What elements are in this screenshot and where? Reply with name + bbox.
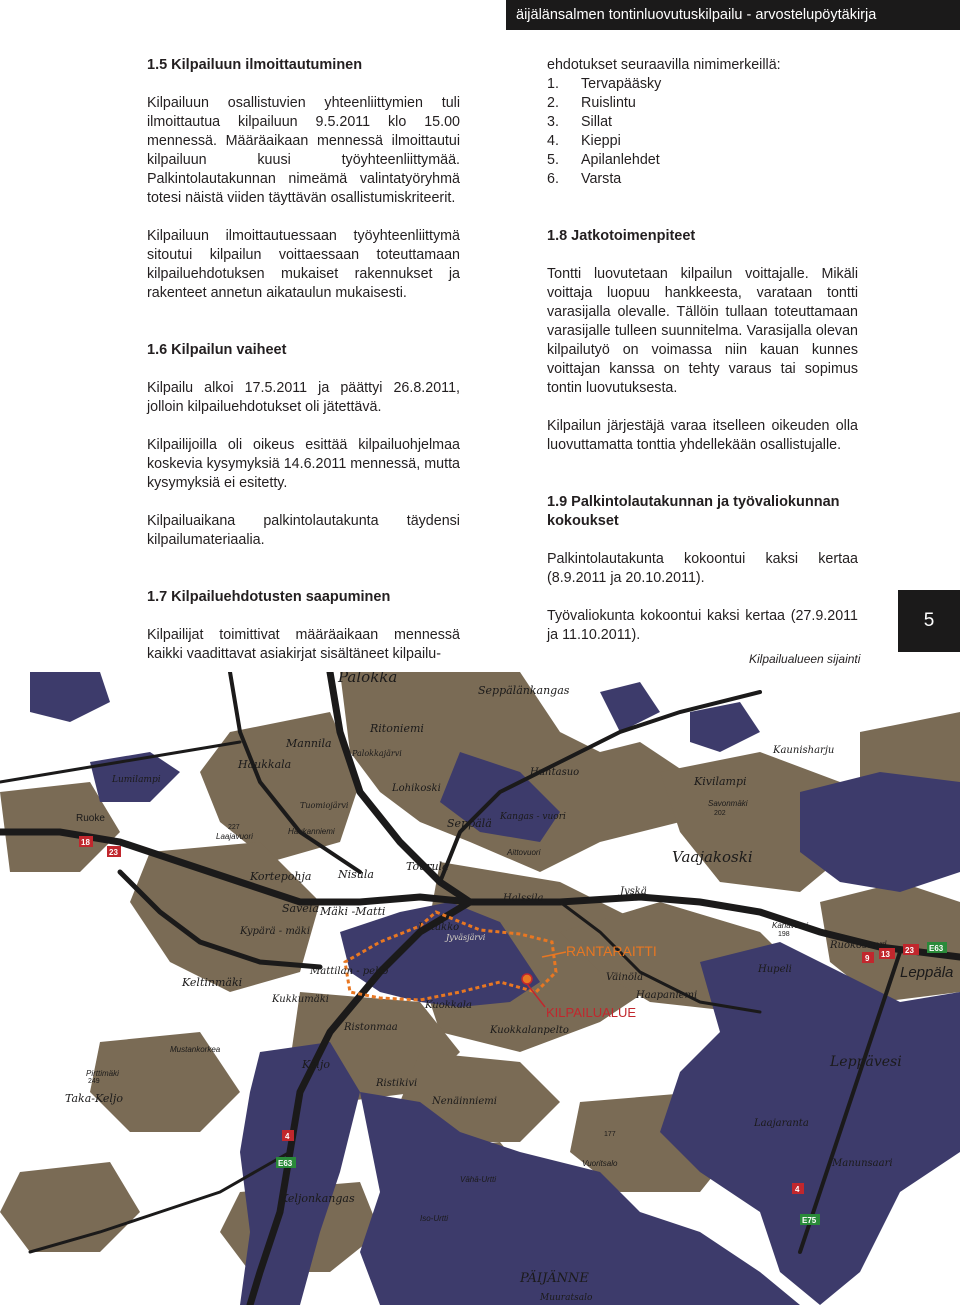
elevation-label: 249 (88, 1078, 100, 1085)
paragraph: Kilpailuun osallistuvien yhteenliittymien tuli ilmoittautua kilpailuun 9.5.2011 klo 15.00 mennessä. Määräaikaan mennessä ilmoittautui kilpailuun kuusi työyhteenliittymää. Palkintolautakunnan nimeämä valintatyöryhmä totesi näistä viiden täyttävän osallistumiskriteerit. (147, 95, 460, 206)
place-label: Kangas - vuori (500, 812, 566, 822)
section-heading-1-6: 1.6 Kilpailun vaiheet (147, 342, 287, 358)
place-label: Ruokosaari (830, 940, 888, 951)
place-label: Savonmäki (708, 799, 748, 808)
road-sign: 23 (109, 848, 118, 857)
page-number: 5 (898, 590, 960, 652)
list-item: 2. Ruislintu (547, 95, 636, 111)
road-sign: E63 (278, 1159, 293, 1168)
map-svg (0, 672, 960, 1305)
elevation-label: 227 (228, 824, 240, 831)
right-column (547, 56, 858, 645)
paragraph: Työvaliokunta kokoontui kaksi kertaa (27.9.2011 ja 11.10.2011). (547, 608, 858, 643)
place-label: Vuoritsalo (582, 1159, 618, 1168)
place-label: Mattilan - pelto (310, 966, 389, 977)
place-label: Lohikoski (392, 783, 441, 794)
road-sign: 4 (795, 1185, 800, 1194)
place-label: Keljo (302, 1058, 330, 1071)
place-label: Mannila (286, 737, 332, 750)
section-heading-1-9: 1.9 Palkintolautakunnan ja työvaliokunnan kokoukset (547, 494, 840, 529)
place-label: Pirttimäki (86, 1069, 119, 1078)
place-label: Haukanniemi (288, 827, 335, 836)
list-item: 4. Kieppi (547, 133, 621, 149)
place-label: Tuomiojärvi (300, 801, 349, 810)
paragraph: Kilpailuun ilmoittautuessaan työyhteenliittymä sitoutui kilpailun voittaessaan toteuttamaan kilpailuehdotuksen mukaiset rakennukset ja rakenteet annetun aikataulun mukaisesti. (147, 228, 460, 301)
list-item: 5. Apilanlehdet (547, 152, 660, 168)
place-label: Nenäinniemi (432, 1096, 497, 1107)
map-caption: Kilpailualueen sijainti (749, 652, 861, 666)
paragraph: Tontti luovutetaan kilpailun voittajalle. Mikäli voittaja luopuu hankkeesta, varataan tontti varasijalla olevalle. Tällöin tullaan toteuttamaan varasijalle tulleen suunnitelma. Varasijalla olevan kilpailutyö on voimassa niin kauan kunnes voittajan kanssa on tehty varaus tai sopimus tontin luovutuksesta. (547, 266, 858, 396)
list-item: 3. Sillat (547, 114, 612, 130)
paragraph: Kilpailun järjestäjä varaa itselleen oikeuden olla luovuttamatta tonttia yhdellekään osallistujalle. (547, 418, 858, 453)
section-heading-1-5: 1.5 Kilpailuun ilmoittautuminen (147, 57, 363, 73)
paragraph: Kilpailu alkoi 17.5.2011 ja päättyi 26.8.2011, jolloin kilpailuehdotukset oli jätettävä. (147, 380, 460, 415)
place-label: Ruoke (76, 813, 105, 824)
place-label: Kuokkalanpelto (490, 1025, 569, 1036)
road-sign: E63 (929, 944, 944, 953)
place-label: Leppävesi (830, 1054, 902, 1070)
place-label: Kanavuori (772, 921, 809, 930)
place-label: Haapaniemi (636, 990, 698, 1001)
place-label: Keljonkangas (280, 1192, 355, 1205)
place-label: Kortepohja (250, 870, 312, 883)
place-label: Muuratsalo (540, 1293, 593, 1303)
place-label: Mäki -Matti (320, 905, 386, 918)
place-label: Ristonmaa (344, 1022, 398, 1033)
location-map (0, 672, 960, 1305)
place-label: Laajavuori (216, 832, 253, 841)
place-label: Haukkala (238, 758, 292, 771)
place-label: Taka-Keljo (65, 1092, 123, 1105)
place-label: Seppälänkangas (478, 684, 570, 697)
document-header (506, 0, 960, 30)
entry-list (547, 75, 858, 189)
place-label: Aittovuori (507, 848, 541, 857)
road-sign: 23 (905, 946, 914, 955)
section-heading-1-8: 1.8 Jatkotoimenpiteet (547, 228, 696, 244)
place-label: Kypärä - mäki (240, 926, 311, 937)
place-label: Nisula (338, 868, 374, 881)
road-sign: E75 (802, 1216, 817, 1225)
place-label: Seppälä (447, 817, 492, 830)
place-label: Kukkumäki (272, 994, 329, 1005)
place-label: Savela (282, 902, 319, 915)
place-label: Lumilampi (112, 775, 161, 785)
place-label: Mustankorkea (170, 1045, 221, 1054)
place-label: Tourula (406, 860, 449, 873)
road-sign: 4 (285, 1132, 290, 1141)
paragraph: Palkintolautakunta kokoontui kaksi kertaa (8.9.2011 ja 20.10.2011). (547, 551, 858, 586)
place-label: Manunsaari (832, 1158, 893, 1169)
place-label: Laajaranta (754, 1118, 809, 1129)
elevation-label: 198 (778, 931, 790, 938)
place-label: Keltinmäki (182, 976, 243, 989)
paragraph: Kilpailijoilla oli oikeus esittää kilpailuohjelmaa koskevia kysymyksiä 14.6.2011 mennessä, mutta kysymyksiä ei esitetty. (147, 437, 460, 491)
place-label: Iso-Urtti (420, 1214, 448, 1223)
place-label: Vähä-Urtti (460, 1175, 497, 1184)
place-label: PÄIJÄNNE (520, 1271, 589, 1286)
section-heading-1-7: 1.7 Kilpailuehdotusten saapuminen (147, 589, 391, 605)
paragraph: Kilpailuaikana palkintolautakunta täydensi kilpailumateriaalia. (147, 513, 460, 548)
list-item: 1. Tervapääsky (547, 76, 662, 92)
elevation-label: 202 (714, 810, 726, 817)
place-label: Väinölä (606, 972, 644, 983)
place-label: Palokka (338, 672, 398, 686)
place-label: RANTARAITTI (566, 943, 657, 959)
place-label: Leppäla (900, 964, 954, 981)
left-column (147, 56, 460, 664)
document-title: äijälänsalmen tontinluovutuskilpailu - arvostelupöytäkirja (516, 7, 877, 23)
place-label: Kuokkala (425, 1000, 472, 1011)
road-sign: 18 (81, 838, 90, 847)
place-label: Hupeli (758, 964, 792, 975)
list-item: 6. Varsta (547, 171, 622, 187)
elevation-label: 177 (604, 1131, 616, 1138)
place-label: Lutakko (418, 922, 460, 933)
place-label: Vaajakoski (672, 848, 753, 866)
place-label: Kaunisharju (773, 745, 835, 756)
place-label: Halssila (503, 893, 544, 904)
place-label: Ristikivi (376, 1078, 418, 1089)
place-label: Jyväsjärvi (446, 933, 486, 942)
paragraph: Kilpailijat toimittivat määräaikaan mennessä kaikki vaadittavat asiakirjat sisältäneet kilpailu- (147, 627, 460, 662)
site-marker (522, 974, 532, 984)
place-label: Kivilampi (694, 775, 747, 788)
paragraph: ehdotukset seuraavilla nimimerkeillä: (547, 57, 781, 73)
road-sign: 9 (865, 954, 870, 963)
road-sign: 13 (881, 950, 890, 959)
place-label: Huhtasuo (530, 767, 580, 778)
place-label: Jyskä (620, 886, 647, 897)
place-label: Ritoniemi (370, 722, 424, 735)
place-label: Palokkajärvi (352, 749, 402, 758)
place-label: KILPAILUALUE (546, 1005, 637, 1020)
